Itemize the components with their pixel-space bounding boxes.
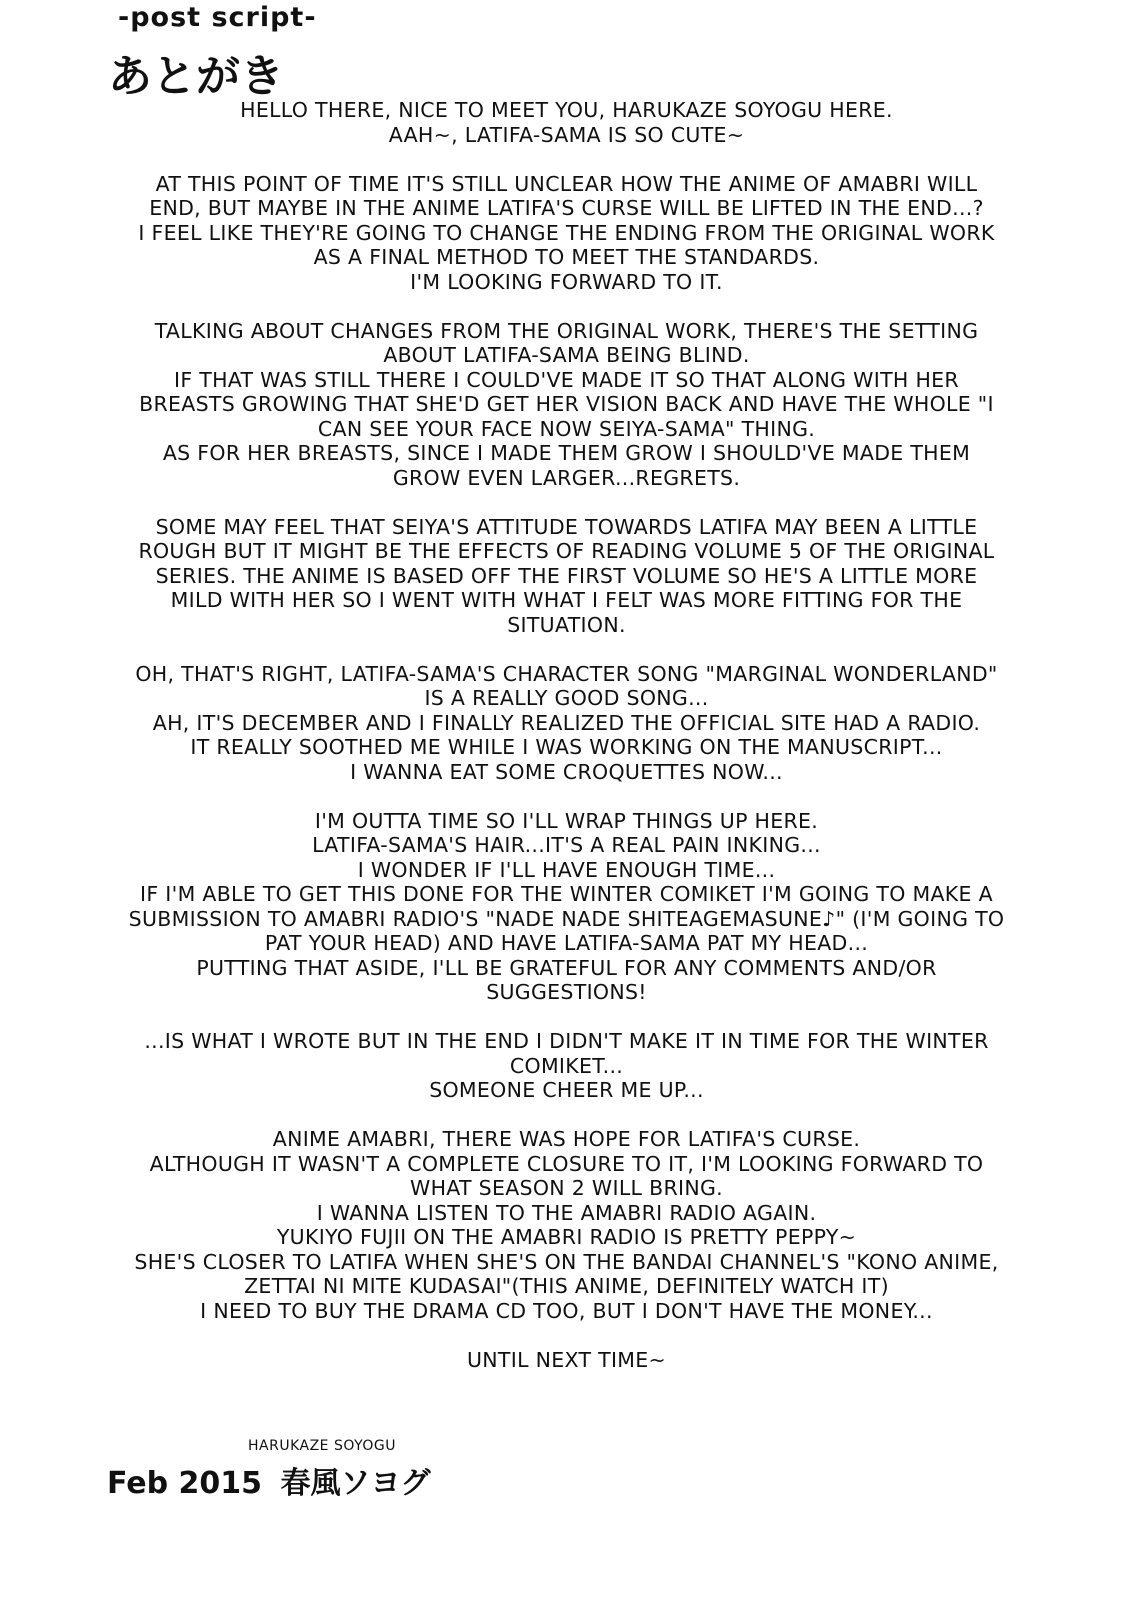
text-line: SUBMISSION TO AMABRI RADIO'S "NADE NADE SHITEAGEMASUNE♪" (I'M GOING TO bbox=[128, 906, 1005, 931]
text-line: MILD WITH HER SO I WENT WITH WHAT I FELT WAS MORE FITTING FOR THE bbox=[170, 588, 963, 612]
text-line: UNTIL NEXT TIME~ bbox=[466, 1347, 667, 1372]
text-line: AS A FINAL METHOD TO MEET THE STANDARDS. bbox=[313, 245, 820, 269]
text-line: AAH~, LATIFA-SAMA IS SO CUTE~ bbox=[388, 122, 745, 147]
text-line: SUGGESTIONS! bbox=[486, 980, 647, 1004]
postscript-title: あとがき bbox=[108, 51, 284, 102]
signature-line bbox=[107, 1458, 439, 1502]
text-line: BREASTS GROWING THAT SHE'D GET HER VISION BACK AND HAVE THE WHOLE "I bbox=[139, 392, 994, 416]
text-line: GROW EVEN LARGER...REGRETS. bbox=[392, 465, 741, 490]
paragraph bbox=[70, 1127, 1063, 1323]
text-line: ABOUT LATIFA-SAMA BEING BLIND. bbox=[383, 343, 750, 367]
text-line: AH, IT'S DECEMBER AND I FINALLY REALIZED THE OFFICIAL SITE HAD A RADIO. bbox=[152, 710, 981, 735]
text-line: I WANNA LISTEN TO THE AMABRI RADIO AGAIN. bbox=[316, 1200, 817, 1225]
text-line: SOME MAY FEEL THAT SEIYA'S ATTITUDE TOWARDS LATIFA MAY BEEN A LITTLE bbox=[155, 514, 978, 539]
text-line: AT THIS POINT OF TIME IT'S STILL UNCLEAR HOW THE ANIME OF AMABRI WILL bbox=[155, 171, 978, 196]
text-line: HELLO THERE, NICE TO MEET YOU, HARUKAZE SOYOGU HERE. bbox=[240, 98, 893, 122]
text-line: IS A REALLY GOOD SONG... bbox=[424, 686, 709, 710]
text-line: PUTTING THAT ASIDE, I'LL BE GRATEFUL FOR ANY COMMENTS AND/OR bbox=[196, 955, 937, 980]
text-line: WHAT SEASON 2 WILL BRING. bbox=[410, 1176, 723, 1200]
text-line: CAN SEE YOUR FACE NOW SEIYA-SAMA" THING. bbox=[317, 416, 816, 441]
text-line: PAT YOUR HEAD) AND HAVE LATIFA-SAMA PAT MY HEAD... bbox=[264, 931, 869, 955]
text-line: SOMEONE CHEER ME UP... bbox=[429, 1078, 704, 1102]
text-line: LATIFA-SAMA'S HAIR...IT'S A REAL PAIN INKING... bbox=[312, 833, 821, 857]
text-line: ZETTAI NI MITE KUDASAI"(THIS ANIME, DEFINITELY WATCH IT) bbox=[244, 1274, 889, 1298]
text-line: AS FOR HER BREASTS, SINCE I MADE THEM GROW I SHOULD'VE MADE THEM bbox=[162, 441, 971, 465]
paragraph bbox=[70, 98, 1063, 147]
postscript-body bbox=[70, 98, 1063, 1397]
text-line: YUKIYO FUJII ON THE AMABRI RADIO IS PRETTY PEPPY~ bbox=[276, 1225, 857, 1249]
signature-date: Feb 2015 bbox=[107, 1466, 263, 1501]
text-line: SITUATION. bbox=[507, 612, 626, 637]
text-line: IT REALLY SOOTHED ME WHILE I WAS WORKING ON THE MANUSCRIPT... bbox=[190, 735, 943, 759]
paragraph bbox=[70, 1348, 1063, 1373]
text-line: I NEED TO BUY THE DRAMA CD TOO, BUT I DON'T HAVE THE MONEY... bbox=[200, 1298, 933, 1323]
text-line: COMIKET... bbox=[509, 1053, 624, 1078]
text-line: I'M LOOKING FORWARD TO IT. bbox=[410, 269, 723, 294]
paragraph bbox=[70, 1029, 1063, 1103]
text-line: SERIES. THE ANIME IS BASED OFF THE FIRST VOLUME SO HE'S A LITTLE MORE bbox=[155, 563, 978, 588]
text-line: TALKING ABOUT CHANGES FROM THE ORIGINAL WORK, THERE'S THE SETTING bbox=[154, 318, 979, 343]
text-line: I WANNA EAT SOME CROQUETTES NOW... bbox=[350, 759, 783, 784]
text-line: IF THAT WAS STILL THERE I COULD'VE MADE IT SO THAT ALONG WITH HER bbox=[174, 367, 959, 392]
text-line: I'M OUTTA TIME SO I'LL WRAP THINGS UP HERE. bbox=[314, 808, 819, 833]
text-line: OH, THAT'S RIGHT, LATIFA-SAMA'S CHARACTER SONG "MARGINAL WONDERLAND" bbox=[135, 661, 998, 686]
text-line: ...IS WHAT I WROTE BUT IN THE END I DIDN'T MAKE IT IN TIME FOR THE WINTER bbox=[144, 1029, 989, 1053]
text-line: ALTHOUGH IT WASN'T A COMPLETE CLOSURE TO IT, I'M LOOKING FORWARD TO bbox=[149, 1151, 984, 1176]
text-line: ANIME AMABRI, THERE WAS HOPE FOR LATIFA'S CURSE. bbox=[272, 1127, 861, 1151]
text-line: IF I'M ABLE TO GET THIS DONE FOR THE WINTER COMIKET I'M GOING TO MAKE A bbox=[140, 882, 993, 906]
text-line: I WONDER IF I'LL HAVE ENOUGH TIME... bbox=[357, 857, 776, 882]
signature-name: 春風ソヨグ bbox=[280, 1466, 431, 1501]
text-line: I FEEL LIKE THEY'RE GOING TO CHANGE THE ENDING FROM THE ORIGINAL WORK bbox=[138, 220, 995, 245]
paragraph bbox=[70, 172, 1063, 295]
signature-reading: HARUKAZE SOYOGU bbox=[248, 1438, 397, 1454]
text-line: SHE'S CLOSER TO LATIFA WHEN SHE'S ON THE BANDAI CHANNEL'S "KONO ANIME, bbox=[134, 1249, 999, 1274]
paragraph bbox=[70, 319, 1063, 491]
postscript-subtitle: -post script- bbox=[118, 2, 317, 33]
paragraph bbox=[70, 515, 1063, 638]
text-line: END, BUT MAYBE IN THE ANIME LATIFA'S CURSE WILL BE LIFTED IN THE END...? bbox=[149, 196, 984, 220]
text-line: ROUGH BUT IT MIGHT BE THE EFFECTS OF READING VOLUME 5 OF THE ORIGINAL bbox=[138, 539, 995, 563]
paragraph bbox=[70, 662, 1063, 785]
paragraph bbox=[70, 809, 1063, 1005]
